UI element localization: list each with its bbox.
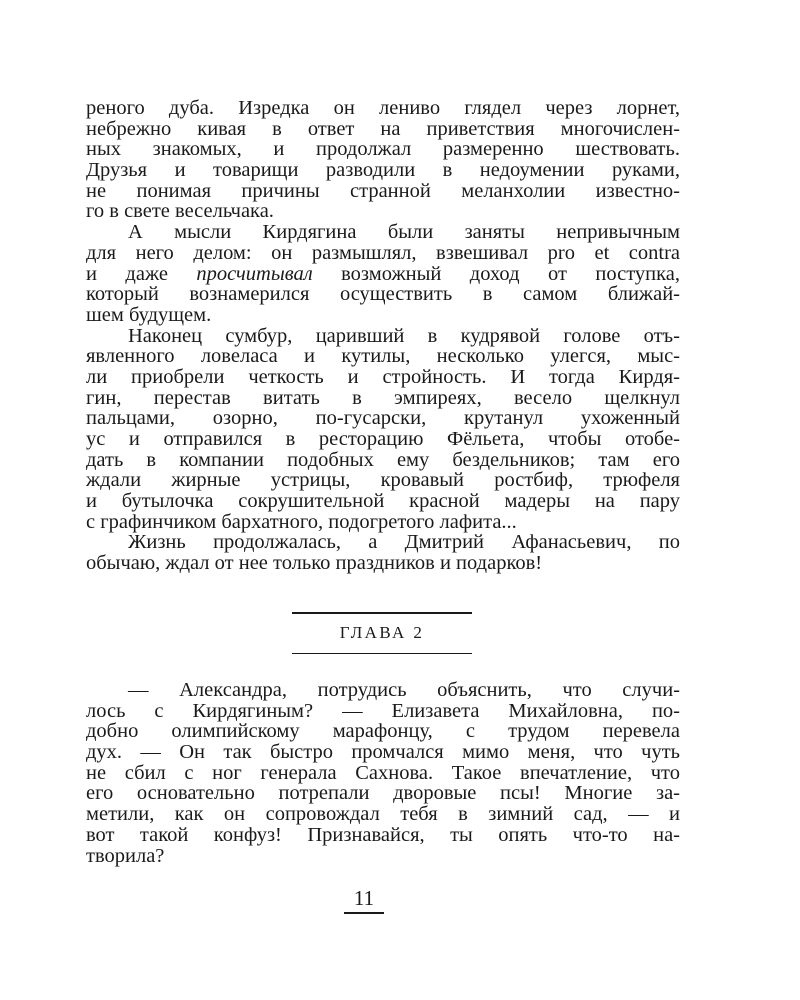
page-number-rule [344,912,384,914]
text-line: не сбил с ног генерала Сахнова. Такое впечатление, что [86,761,680,784]
text-line: го в свете весельчака. [86,200,274,223]
text-line: ус и отправился в ресторацию Фёльета, чтобы отобе- [86,428,680,450]
text-line: добно олимпийскому марафонцу, с трудом перевела [86,720,680,743]
chapter-heading [292,612,472,654]
text-line: реного дуба. Изредка он лениво глядел через лорнет, [86,97,680,119]
text-line: творила? [86,844,165,867]
text-line: дух. — Он так быстро промчался мимо меня, что чуть [86,741,680,764]
text-line: не понимая причины странной меланхолии известно- [86,179,680,202]
emphasis-word: просчитывал [196,262,313,285]
text-line: метили, как он сопровождал тебя в зимний сад, — и [86,803,680,826]
prior-text-block [86,98,680,574]
text-line: вот такой конфуз! Признавайся, ты опять что-то на- [86,823,680,846]
text-line: ждали жирные устрицы, кровавый ростбиф, трюфеля [86,469,680,492]
text-line: Друзья и товарищи разводили в недоумении руками, [86,159,680,182]
text-line: дать в компании подобных ему бездельников; там его [86,448,680,471]
text-line: с графинчиком бархатного, подогретого лафита... [86,510,517,533]
text-fragment: и даже [86,262,197,285]
text-line: для него делом: он размышлял, взвешивал pro et contra [86,241,680,264]
text-line: Жизнь продолжалась, а Дмитрий Афанасьевич, по [128,531,680,554]
page-number: 11 [353,886,375,910]
text-fragment: возможный доход от поступка, [312,262,680,285]
text-line: — Александра, потрудись объяснить, что случи- [128,679,680,701]
text-line: Наконец сумбур, царивший в кудрявой голове отъ- [128,324,680,347]
text-line [86,264,680,285]
text-line: пальцами, озорно, по-гусарски, крутанул ухоженный [86,407,680,430]
text-line: и бутылочка сокрушительной красной мадеры на пару [86,490,680,513]
chapter-rule-top [292,612,472,614]
text-line: небрежно кивая в ответ на приветствия многочислен- [86,117,680,140]
chapter-rule-bottom [292,653,472,655]
chapter-text-block [86,680,680,866]
text-line: ных знакомых, и продолжал размеренно шествовать. [86,138,680,161]
text-line: ли приобрели четкость и стройность. И тогда Кирдя- [86,365,680,388]
text-line: который вознамерился осуществить в самом ближай- [86,283,680,306]
text-line: его основательно потрепали дворовые псы! Многие за- [86,782,680,805]
text-line: обычаю, ждал от нее только праздников и подарков! [86,552,543,575]
text-line: явленного ловеласа и кутилы, несколько улегся, мыс- [86,345,680,368]
text-line: лось с Кирдягиным? — Елизавета Михайловна, по- [86,699,680,722]
chapter-title: ГЛАВА 2 [339,622,425,642]
text-line: шем будущем. [86,303,212,326]
text-line: гин, перестав витать в эмпиреях, весело щелкнул [86,386,680,409]
text-line: А мысли Кирдягина были заняты непривычным [128,221,680,244]
